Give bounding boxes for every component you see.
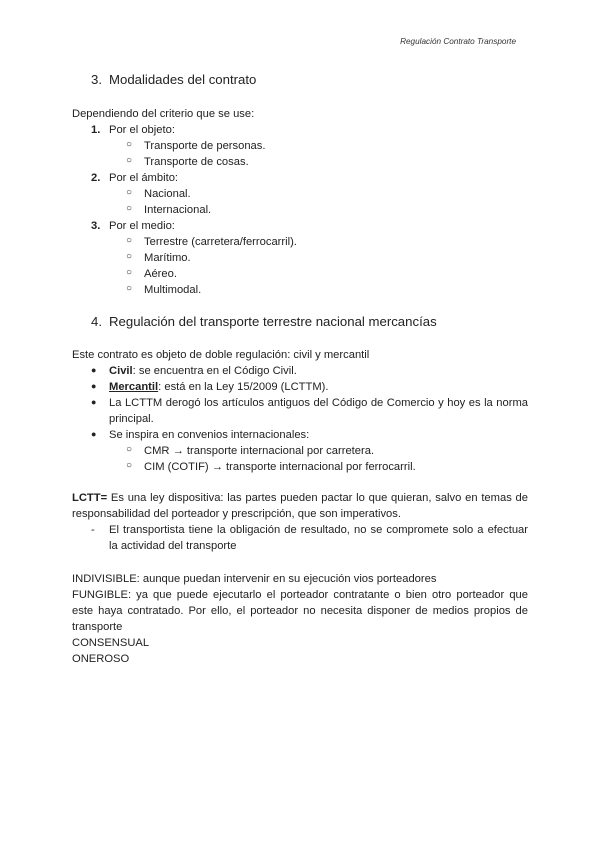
bullet-icon: ● [91, 381, 97, 391]
bullet-icon: ● [91, 365, 97, 375]
lctt-paragraph [72, 490, 528, 522]
circle-bullet-icon: ○ [126, 155, 133, 166]
section-number: 4. [91, 314, 102, 329]
dash-marker: - [91, 524, 95, 536]
list-item [109, 379, 329, 395]
list-item-text: : se encuentra en el Código Civil. [132, 365, 297, 377]
section-4-intro: Este contrato es objeto de doble regulación: civil y mercantil [72, 349, 370, 361]
section-title: Modalidades del contrato [109, 72, 257, 87]
section-3-intro: Dependiendo del criterio que se use: [72, 108, 255, 120]
list-item: Se inspira en convenios internacionales: [109, 429, 310, 441]
list-item: Multimodal. [144, 284, 202, 296]
circle-bullet-icon: ○ [126, 203, 133, 214]
list-item: Por el objeto: [109, 124, 175, 136]
list-number: 1. [91, 124, 101, 136]
section-number: 3. [91, 72, 102, 87]
list-item: Marítimo. [144, 252, 191, 264]
list-item: Por el ámbito: [109, 172, 179, 184]
section-3-heading [91, 72, 256, 87]
circle-bullet-icon: ○ [126, 267, 133, 278]
circle-bullet-icon: ○ [126, 283, 133, 294]
list-item-text: : está en la Ley 15/2009 (LCTTM). [158, 381, 329, 393]
list-item: Aéreo. [144, 268, 177, 280]
bold-term: Civil [109, 365, 133, 377]
circle-bullet-icon: ○ [126, 235, 133, 246]
bullet-icon: ● [91, 429, 97, 439]
circle-bullet-icon: ○ [126, 460, 133, 471]
list-item: CMR → transporte internacional por carretera. [144, 445, 375, 457]
bullet-icon: ● [91, 397, 97, 407]
circle-bullet-icon: ○ [126, 187, 133, 198]
list-number: 3. [91, 220, 101, 232]
list-item: Transporte de personas. [144, 140, 266, 152]
list-item: Terrestre (carretera/ferrocarril). [144, 236, 297, 248]
circle-bullet-icon: ○ [126, 251, 133, 262]
bold-term: LCTT= [72, 492, 108, 504]
list-item: CIM (COTIF) → transporte internacional por ferrocarril. [144, 461, 416, 473]
list-item [109, 363, 297, 379]
list-item: Nacional. [144, 188, 191, 200]
paragraph-text: Es una ley dispositiva: las partes pueden pactar lo que quieran, salvo en temas de responsabilidad del porteador y prescripción, que son imperativos. [72, 492, 528, 520]
list-item: Internacional. [144, 204, 212, 216]
section-title: Regulación del transporte terrestre nacional mercancías [109, 314, 437, 329]
dash-item: El transportista tiene la obligación de resultado, no se compromete solo a efectuar la actividad del transporte [109, 524, 528, 552]
consensual-line: CONSENSUAL [72, 637, 150, 649]
circle-bullet-icon: ○ [126, 139, 133, 150]
list-number: 2. [91, 172, 101, 184]
list-item: Transporte de cosas. [144, 156, 249, 168]
indivisible-line: INDIVISIBLE: aunque puedan intervenir en su ejecución vios porteadores [72, 573, 437, 585]
list-item: La LCTTM derogó los artículos antiguos del Código de Comercio y hoy es la norma principal. [109, 397, 528, 425]
bold-term: Mercantil [109, 381, 159, 393]
running-header: Regulación Contrato Transporte [400, 37, 516, 46]
list-item: Por el medio: [109, 220, 175, 232]
oneroso-line: ONEROSO [72, 653, 130, 665]
circle-bullet-icon: ○ [126, 444, 133, 455]
section-4-heading [91, 314, 437, 329]
fungible-paragraph: FUNGIBLE: ya que puede ejecutarlo el porteador contratante o bien otro porteador que este haya contratado. Por ello, el porteador no necesita disponer de medios propios de transporte [72, 589, 528, 633]
